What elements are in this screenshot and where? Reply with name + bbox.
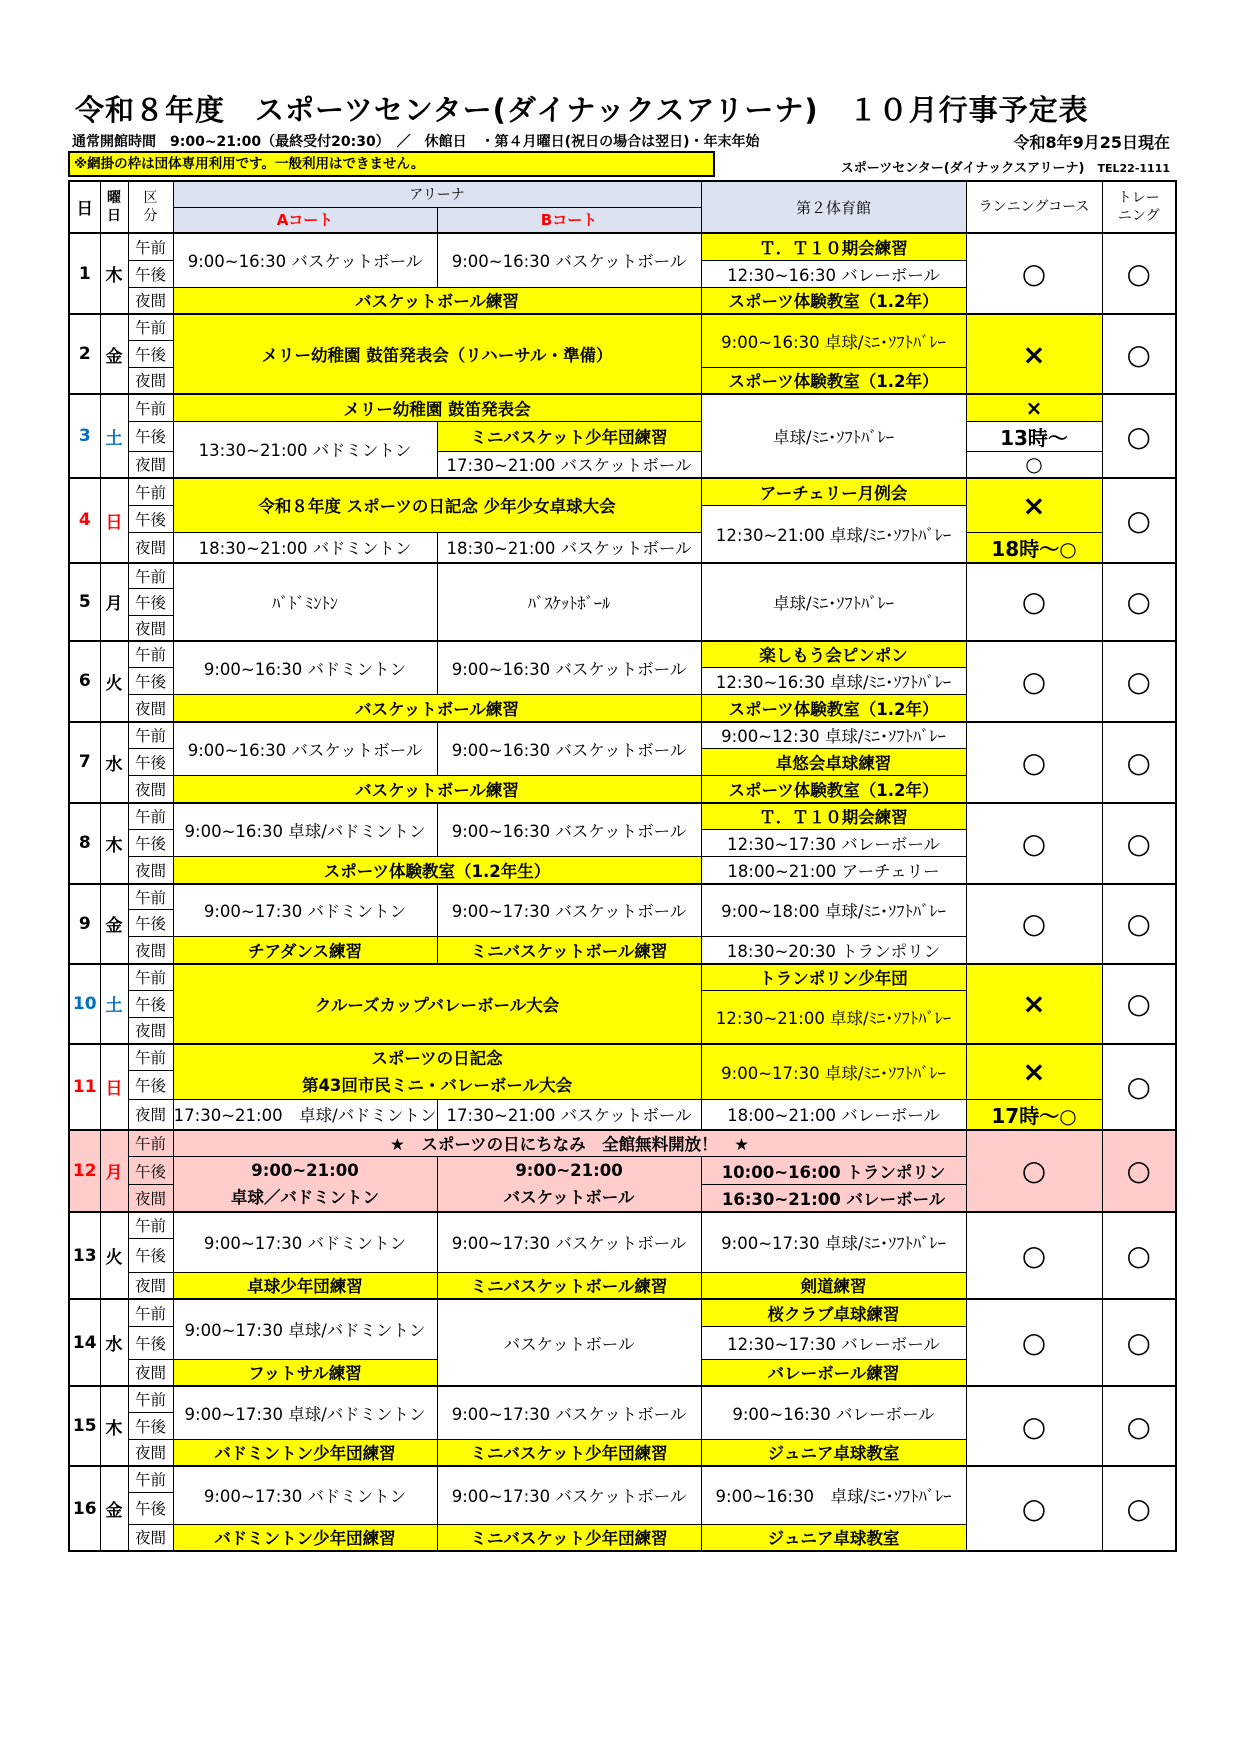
slot-label: 午前 (128, 884, 173, 910)
day-number: 10 (69, 964, 100, 1044)
facility-name: スポーツセンター(ダイナックスアリーナ) (840, 161, 1085, 176)
event-cell: 楽しもう会ピンポン (701, 641, 966, 668)
weekday: 水 (100, 1299, 128, 1386)
day-number: 9 (69, 884, 100, 964)
event-cell: スポーツ体験教室（1.2年生） (173, 857, 701, 884)
slot-label: 午後 (128, 505, 173, 532)
weekday: 月 (100, 1130, 128, 1213)
slot-label: 夜間 (128, 695, 173, 722)
header-court-a: Aコート (173, 207, 437, 233)
day-number: 1 (69, 233, 100, 314)
running-status: × (966, 478, 1102, 532)
slot-label: 午後 (128, 1238, 173, 1272)
schedule-row (69, 1299, 1176, 1326)
running-status: × (966, 1044, 1102, 1100)
shading-note: ※網掛の枠は団体専用利用です。一般利用はできません。 (68, 151, 715, 177)
slot-label: 夜間 (128, 776, 173, 803)
schedule-table (68, 180, 1177, 1552)
slot-label: 午後 (128, 910, 173, 937)
event-cell: 9:00~16:30 バドミントン (173, 641, 437, 695)
slot-label: 午前 (128, 1299, 173, 1326)
event-cell: 9:00~17:30 バスケットボール (437, 1466, 701, 1524)
event-cell: 9:00~12:30 卓球/ﾐﾆ･ｿﾌﾄﾊﾞﾚｰ (701, 722, 966, 749)
event-cell (173, 1157, 437, 1213)
event-cell: Ｔ．Ｔ１０期会練習 (701, 233, 966, 260)
event-cell: 16:30~21:00 バレーボール (701, 1185, 966, 1212)
event-cell: 9:00~16:30 バスケットボール (437, 233, 701, 287)
event-cell: チアダンス練習 (173, 937, 437, 964)
running-status: × (966, 394, 1102, 421)
training-status: ○ (1102, 563, 1176, 641)
event-cell: スポーツ体験教室（1.2年） (701, 287, 966, 314)
slot-label: 午前 (128, 563, 173, 589)
event-cell: バスケットボール練習 (173, 695, 701, 722)
event-cell: ﾊﾞﾄﾞﾐﾝﾄﾝ (173, 563, 437, 641)
day-number: 2 (69, 314, 100, 394)
event-cell: メリー幼稚園 鼓笛発表会（リハーサル・準備） (173, 314, 701, 394)
slot-label: 午前 (128, 803, 173, 830)
running-status: ○ (966, 1212, 1102, 1299)
weekday: 木 (100, 233, 128, 314)
event-cell: ジュニア卓球教室 (701, 1524, 966, 1551)
slot-label: 夜間 (128, 1185, 173, 1212)
slot-label: 夜間 (128, 532, 173, 563)
event-cell: 9:00~16:30 卓球/ﾐﾆ･ｿﾌﾄﾊﾞﾚｰ (701, 314, 966, 367)
event-cell: バドミントン少年団練習 (173, 1524, 437, 1551)
weekday: 金 (100, 314, 128, 394)
slot-label: 午後 (128, 830, 173, 857)
event-cell: 9:00~16:30 卓球/ﾐﾆ･ｿﾌﾄﾊﾞﾚｰ (701, 1466, 966, 1524)
event-cell: ミニバスケット少年団練習 (437, 421, 701, 451)
schedule-row (69, 803, 1176, 830)
day-number: 8 (69, 803, 100, 884)
schedule-row (69, 394, 1176, 421)
schedule-row (69, 532, 1176, 563)
schedule-row (69, 233, 1176, 260)
event-cell: 9:00~17:30 バスケットボール (437, 884, 701, 937)
event-cell: Ｔ．Ｔ１０期会練習 (701, 803, 966, 830)
schedule-row (69, 1212, 1176, 1238)
running-status: 18時～○ (966, 532, 1102, 563)
event-cell: スポーツ体験教室（1.2年） (701, 367, 966, 394)
event-cell: 桜クラブ卓球練習 (701, 1299, 966, 1326)
event-cell: バドミントン少年団練習 (173, 1439, 437, 1466)
event-cell (173, 1044, 701, 1100)
as-of-date: 令和8年9月25日現在 (1013, 133, 1170, 152)
running-status: 13時～ (966, 421, 1102, 451)
day-number: 11 (69, 1044, 100, 1130)
weekday: 火 (100, 1212, 128, 1299)
schedule-row (69, 884, 1176, 910)
event-cell: トランポリン少年団 (701, 964, 966, 991)
training-status: ○ (1102, 1212, 1176, 1299)
slot-label: 夜間 (128, 1018, 173, 1044)
event-cell: 9:00~17:30 卓球/バドミントン (173, 1386, 437, 1439)
training-status: ○ (1102, 233, 1176, 314)
event-cell: ジュニア卓球教室 (701, 1439, 966, 1466)
weekday: 日 (100, 1044, 128, 1130)
training-status: ○ (1102, 394, 1176, 478)
header-slot: 区分 (128, 181, 173, 233)
event-cell: 9:00~17:30 バドミントン (173, 884, 437, 937)
slot-label: 午後 (128, 1326, 173, 1359)
header-court-b: Bコート (437, 207, 701, 233)
event-cell: 9:00~16:30 卓球/バドミントン (173, 803, 437, 857)
running-status: ○ (966, 1299, 1102, 1386)
event-cell: 9:00~17:30 バドミントン (173, 1466, 437, 1524)
day-number: 15 (69, 1386, 100, 1466)
running-status: ○ (966, 1466, 1102, 1551)
header-day: 日 (69, 181, 100, 233)
slot-label: 午後 (128, 1492, 173, 1524)
schedule-row (69, 314, 1176, 340)
slot-label: 午前 (128, 964, 173, 991)
event-cell: ﾊﾞｽｹｯﾄﾎﾞｰﾙ (437, 563, 701, 641)
event-cell: 9:00~17:30 バスケットボール (437, 1212, 701, 1272)
event-cell: ミニバスケット少年団練習 (437, 1439, 701, 1466)
day-number: 13 (69, 1212, 100, 1299)
event-cell: バスケットボール (437, 1299, 701, 1386)
weekday: 火 (100, 641, 128, 722)
event-cell: スポーツ体験教室（1.2年） (701, 695, 966, 722)
running-status: × (966, 964, 1102, 1044)
training-status: ○ (1102, 1044, 1176, 1130)
schedule-row (69, 1130, 1176, 1157)
event-line: 第43回市民ミニ・バレーボール大会 (301, 1075, 573, 1095)
weekday: 土 (100, 964, 128, 1044)
event-time: 9:00~21:00 (515, 1161, 623, 1180)
facility-tel: TEL22-1111 (1097, 162, 1170, 175)
slot-label: 午後 (128, 749, 173, 776)
event-cell: 9:00~17:30 バスケットボール (437, 1386, 701, 1439)
event-cell: 17:30~21:00 卓球/バドミントン (173, 1099, 437, 1130)
slot-label: 夜間 (128, 1272, 173, 1299)
training-status: ○ (1102, 964, 1176, 1044)
opening-hours: 通常開館時間 9:00~21:00（最終受付20:30） ／ 休館日 ・第４月曜日(祝日の場合は翌日)・年末年始 (72, 134, 760, 150)
event-cell: ミニバスケットボール練習 (437, 1272, 701, 1299)
training-status: ○ (1102, 722, 1176, 803)
header-running: ランニングコース (966, 181, 1102, 233)
event-cell: 12:30~17:30 バレーボール (701, 1326, 966, 1359)
event-cell: バスケットボール練習 (173, 776, 701, 803)
running-status: × (966, 314, 1102, 394)
training-status: ○ (1102, 314, 1176, 394)
event-cell: 卓悠会卓球練習 (701, 749, 966, 776)
schedule-row (69, 641, 1176, 668)
slot-label: 午前 (128, 722, 173, 749)
day-number: 14 (69, 1299, 100, 1386)
event-cell: クルーズカップバレーボール大会 (173, 964, 701, 1044)
running-status: ○ (966, 641, 1102, 722)
slot-label: 夜間 (128, 367, 173, 394)
event-cell: 令和８年度 スポーツの日記念 少年少女卓球大会 (173, 478, 701, 532)
event-cell: バレーボール練習 (701, 1359, 966, 1386)
training-status: ○ (1102, 803, 1176, 884)
slot-label: 午後 (128, 991, 173, 1018)
schedule-row (69, 722, 1176, 749)
facility-info (841, 157, 1170, 176)
running-status: ○ (966, 884, 1102, 964)
event-cell: 10:00~16:00 トランポリン (701, 1157, 966, 1185)
slot-label: 午後 (128, 1157, 173, 1185)
event-cell: 17:30~21:00 バスケットボール (437, 1099, 701, 1130)
event-cell: 9:00~16:30 バスケットボール (437, 722, 701, 776)
event-cell: フットサル練習 (173, 1359, 437, 1386)
slot-label: 午後 (128, 340, 173, 367)
training-status: ○ (1102, 1466, 1176, 1551)
event-activity: バスケットボール (503, 1188, 635, 1207)
day-number: 16 (69, 1466, 100, 1551)
slot-label: 夜間 (128, 937, 173, 964)
event-cell: 18:00~21:00 バレーボール (701, 1099, 966, 1130)
slot-label: 午後 (128, 589, 173, 616)
running-status: ○ (966, 233, 1102, 314)
slot-label: 夜間 (128, 1439, 173, 1466)
slot-label: 午前 (128, 1130, 173, 1157)
training-status: ○ (1102, 478, 1176, 563)
schedule-row (69, 1386, 1176, 1412)
slot-label: 午前 (128, 1466, 173, 1492)
event-cell: 卓球少年団練習 (173, 1272, 437, 1299)
weekday: 月 (100, 563, 128, 641)
day-number: 3 (69, 394, 100, 478)
event-cell: 18:30~21:00 バドミントン (173, 532, 437, 563)
event-cell: ミニバスケットボール練習 (437, 937, 701, 964)
weekday: 土 (100, 394, 128, 478)
slot-label: 午前 (128, 1212, 173, 1238)
event-cell: 18:30~20:30 トランポリン (701, 937, 966, 964)
event-cell: 12:30~21:00 卓球/ﾐﾆ･ｿﾌﾄﾊﾞﾚｰ (701, 991, 966, 1044)
weekday: 木 (100, 803, 128, 884)
slot-label: 午前 (128, 314, 173, 340)
schedule-row (69, 478, 1176, 505)
slot-label: 午前 (128, 1386, 173, 1412)
event-cell: 9:00~17:30 卓球/ﾐﾆ･ｿﾌﾄﾊﾞﾚｰ (701, 1212, 966, 1272)
event-cell: 9:00~16:30 バスケットボール (437, 641, 701, 695)
header-gym2: 第２体育館 (701, 181, 966, 233)
slot-label: 午後 (128, 1412, 173, 1439)
event-cell: 13:30~21:00 バドミントン (173, 421, 437, 478)
slot-label: 午前 (128, 478, 173, 505)
weekday: 日 (100, 478, 128, 563)
event-cell: バスケットボール練習 (173, 287, 701, 314)
slot-label: 午後 (128, 260, 173, 287)
schedule-row (69, 421, 1176, 451)
slot-label: 午後 (128, 421, 173, 451)
running-status: ○ (966, 803, 1102, 884)
event-cell: 剣道練習 (701, 1272, 966, 1299)
running-status: ○ (966, 1386, 1102, 1466)
running-status: ○ (966, 451, 1102, 478)
slot-label: 夜間 (128, 287, 173, 314)
schedule-row (69, 964, 1176, 991)
weekday: 金 (100, 884, 128, 964)
training-status: ○ (1102, 1130, 1176, 1213)
event-cell: 12:30~16:30 卓球/ﾐﾆ･ｿﾌﾄﾊﾞﾚｰ (701, 668, 966, 695)
event-cell (437, 1157, 701, 1213)
header-training: トレー ニング (1102, 181, 1176, 233)
running-status: 17時～○ (966, 1099, 1102, 1130)
header-arena: アリーナ (173, 181, 701, 207)
event-cell: 9:00~17:30 卓球/バドミントン (173, 1299, 437, 1359)
event-cell: 9:00~16:30 バスケットボール (173, 722, 437, 776)
event-cell: メリー幼稚園 鼓笛発表会 (173, 394, 701, 421)
training-status: ○ (1102, 1386, 1176, 1466)
slot-label: 夜間 (128, 451, 173, 478)
weekday: 水 (100, 722, 128, 803)
event-cell: 9:00~18:00 卓球/ﾐﾆ･ｿﾌﾄﾊﾞﾚｰ (701, 884, 966, 937)
event-cell: 12:30~17:30 バレーボール (701, 830, 966, 857)
page-title: 令和８年度 スポーツセンター(ダイナックスアリーナ) １０月行事予定表 (75, 93, 1089, 127)
running-status: ○ (966, 1130, 1102, 1213)
event-cell: 卓球/ﾐﾆ･ｿﾌﾄﾊﾞﾚｰ (701, 563, 966, 641)
event-line: スポーツの日記念 (371, 1048, 503, 1068)
event-cell: ミニバスケット少年団練習 (437, 1524, 701, 1551)
slot-label: 午後 (128, 1070, 173, 1099)
schedule-row (69, 563, 1176, 589)
day-number: 7 (69, 722, 100, 803)
running-status: ○ (966, 722, 1102, 803)
event-time: 9:00~21:00 (251, 1161, 359, 1180)
slot-label: 夜間 (128, 857, 173, 884)
slot-label: 夜間 (128, 1099, 173, 1130)
slot-label: 午前 (128, 233, 173, 260)
header-weekday: 曜日 (100, 181, 128, 233)
training-status: ○ (1102, 641, 1176, 722)
event-cell: 卓球/ﾐﾆ･ｿﾌﾄﾊﾞﾚｰ (701, 394, 966, 478)
free-open-banner: ★ スポーツの日にちなみ 全館無料開放！ ★ (173, 1130, 966, 1157)
event-cell: 12:30~16:30 バレーボール (701, 260, 966, 287)
slot-label: 夜間 (128, 1524, 173, 1551)
event-activity: 卓球／バドミントン (230, 1188, 380, 1207)
event-cell: 9:00~16:30 バスケットボール (173, 233, 437, 287)
slot-label: 夜間 (128, 616, 173, 641)
day-number: 4 (69, 478, 100, 563)
event-cell: 12:30~21:00 卓球/ﾐﾆ･ｿﾌﾄﾊﾞﾚｰ (701, 505, 966, 563)
weekday: 木 (100, 1386, 128, 1466)
slot-label: 午後 (128, 668, 173, 695)
weekday: 金 (100, 1466, 128, 1551)
event-cell: スポーツ体験教室（1.2年） (701, 776, 966, 803)
day-number: 6 (69, 641, 100, 722)
schedule-row (69, 1044, 1176, 1071)
event-cell: 18:30~21:00 バスケットボール (437, 532, 701, 563)
event-cell: アーチェリー月例会 (701, 478, 966, 505)
event-cell: 9:00~16:30 バレーボール (701, 1386, 966, 1439)
event-cell: 9:00~16:30 バスケットボール (437, 803, 701, 857)
schedule-row (69, 1099, 1176, 1130)
training-status: ○ (1102, 1299, 1176, 1386)
day-number: 5 (69, 563, 100, 641)
slot-label: 午前 (128, 394, 173, 421)
slot-label: 夜間 (128, 1359, 173, 1386)
event-cell: 9:00~17:30 バドミントン (173, 1212, 437, 1272)
event-cell: 9:00~17:30 卓球/ﾐﾆ･ｿﾌﾄﾊﾞﾚｰ (701, 1044, 966, 1100)
schedule-row (69, 1466, 1176, 1492)
event-cell: 17:30~21:00 バスケットボール (437, 451, 701, 478)
running-status: ○ (966, 563, 1102, 641)
slot-label: 午前 (128, 1044, 173, 1071)
training-status: ○ (1102, 884, 1176, 964)
event-cell: 18:00~21:00 アーチェリー (701, 857, 966, 884)
slot-label: 午前 (128, 641, 173, 668)
day-number: 12 (69, 1130, 100, 1213)
